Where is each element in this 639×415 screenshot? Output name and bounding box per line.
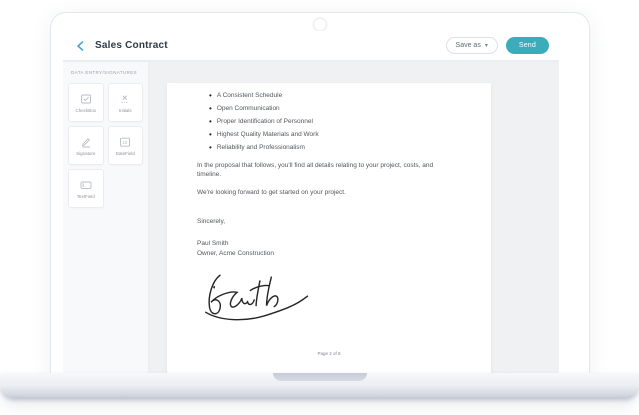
signer-title: Owner, Acme Construction (197, 250, 274, 257)
document-viewport[interactable] (149, 62, 559, 374)
sidebar-section-label: DATA ENTRY/SIGNATURES (71, 70, 138, 75)
tool-card-datefield[interactable] (108, 126, 144, 165)
base-notch (273, 373, 367, 381)
checkbox-icon (80, 93, 92, 105)
header-actions (446, 37, 549, 54)
tool-label: Initials (118, 107, 132, 113)
back-icon[interactable] (73, 39, 87, 53)
datefield-icon (119, 136, 131, 148)
tool-card-textfield[interactable] (68, 169, 104, 208)
laptop-screen (50, 12, 590, 376)
tool-label: TextField (76, 193, 95, 199)
laptop-base (0, 373, 639, 399)
bullet-item: • Highest Quality Materials and Work (209, 128, 461, 141)
signer-name: Paul Smith (197, 240, 229, 247)
document-content (167, 83, 491, 332)
bullet-item: • Reliability and Professionalism (209, 141, 461, 154)
bullet-item: • Open Communication (209, 102, 461, 115)
save-as-button[interactable] (446, 37, 498, 54)
tool-label: CheckBox (75, 107, 96, 113)
tool-card-signature[interactable] (68, 126, 104, 165)
signature-image (201, 266, 315, 332)
paragraph: We're looking forward to get started on your project. (197, 189, 346, 196)
send-label: Send (518, 42, 536, 49)
bullet-item: • Proper Identification of Personnel (209, 115, 461, 128)
sidebar (63, 62, 149, 374)
bullet-list (197, 89, 461, 154)
textfield-icon (80, 179, 92, 191)
app-body (63, 61, 559, 374)
tool-card-initials[interactable] (108, 83, 144, 122)
save-as-label: Save as (455, 42, 481, 49)
tool-label: Signature (76, 150, 96, 156)
closing-text: Sincerely, (197, 218, 226, 225)
svg-text:10: 10 (122, 139, 128, 145)
tool-card-checkbox[interactable] (68, 83, 104, 122)
signer-block (197, 239, 461, 259)
page-indicator: Page 2 of 8 (317, 351, 341, 356)
app-header (63, 31, 559, 61)
bullet-item: • A Consistent Schedule (209, 89, 461, 102)
initials-icon (119, 93, 131, 105)
document-page (167, 83, 491, 374)
page-title: Sales Contract (95, 40, 168, 51)
tool-label: DateField (115, 150, 135, 156)
signature-icon (80, 136, 92, 148)
camera-dot-icon (313, 17, 328, 32)
paragraph: In the proposal that follows, you'll find all details relating to your project, costs, and timeline. (197, 162, 434, 178)
chevron-down-icon: ▾ (484, 42, 488, 49)
app-window (63, 31, 559, 374)
send-button[interactable] (506, 37, 549, 54)
tool-grid (68, 83, 143, 208)
